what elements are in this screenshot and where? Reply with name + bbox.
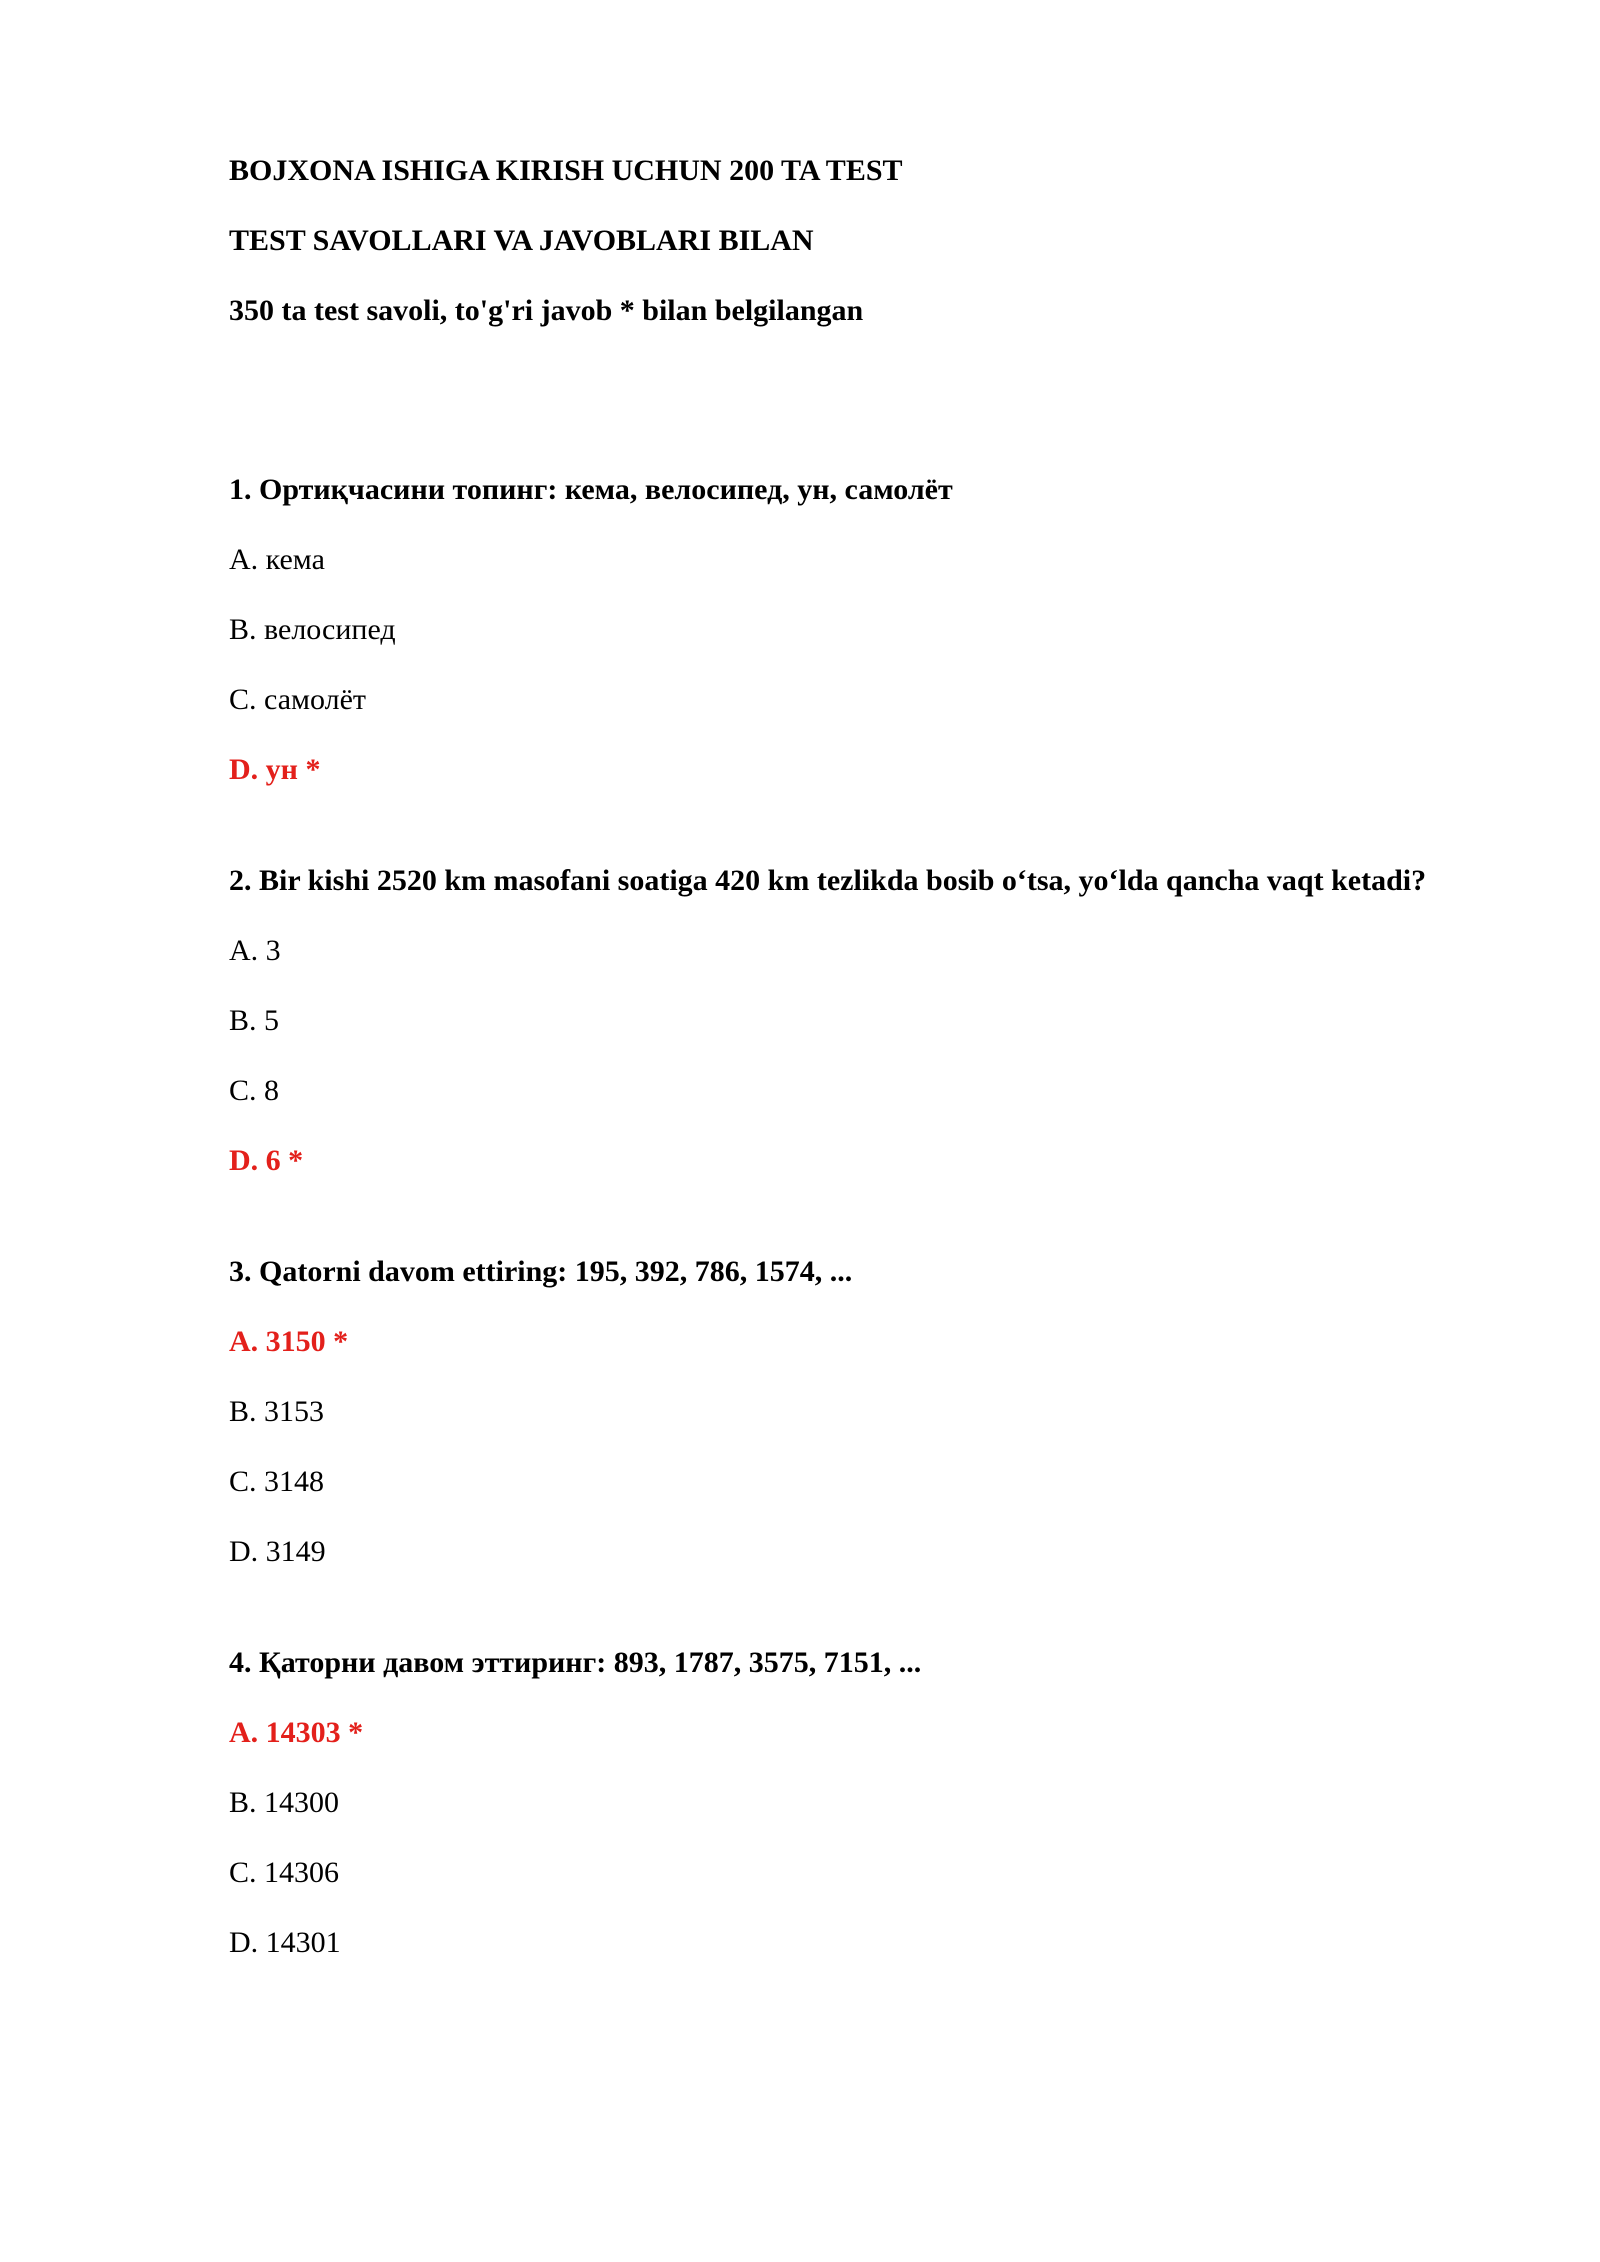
answer-option: A. 3 <box>229 934 281 967</box>
answer-option: C. самолёт <box>229 683 366 716</box>
answer-option: B. 5 <box>229 1004 280 1037</box>
answer-option: D. 14301 <box>229 1926 341 1959</box>
correct-answer-option: A. 3150 * <box>229 1325 349 1358</box>
question-block <box>229 1642 1429 1964</box>
question-text: 1. Ортиқчасини топинг: кема, велосипед, ун, самолёт <box>229 473 953 506</box>
answer-option: C. 3148 <box>229 1465 325 1498</box>
answer-option: B. 3153 <box>229 1395 325 1428</box>
answer-option: C. 8 <box>229 1074 280 1107</box>
question-block <box>229 469 1429 791</box>
document-page <box>229 150 1429 1964</box>
answer-option: A. кема <box>229 543 325 576</box>
answer-option: B. велосипед <box>229 613 396 646</box>
correct-answer-option: D. 6 * <box>229 1144 304 1177</box>
question-block <box>229 1251 1429 1573</box>
answer-option: C. 14306 <box>229 1856 340 1889</box>
correct-answer-option: D. ун * <box>229 753 321 786</box>
document-title: BOJXONA ISHIGA KIRISH UCHUN 200 TA TEST <box>229 154 903 187</box>
answer-option: B. 14300 <box>229 1786 340 1819</box>
question-block <box>229 860 1429 1182</box>
correct-answer-option: A. 14303 * <box>229 1716 364 1749</box>
document-subtitle: TEST SAVOLLARI VA JAVOBLARI BILAN <box>229 224 814 257</box>
question-text: 4. Қаторни давом эттиринг: 893, 1787, 3575, 7151, ... <box>229 1646 922 1679</box>
document-note: 350 ta test savoli, to'g'ri javob * bilan belgilangan <box>229 294 864 327</box>
question-text: 2. Bir kishi 2520 km masofani soatiga 420 km tezlikda bosib o‘tsa, yo‘lda qancha vaqt ketadi? <box>229 864 1427 897</box>
question-text: 3. Qatorni davom ettiring: 195, 392, 786, 1574, ... <box>229 1255 853 1288</box>
answer-option: D. 3149 <box>229 1535 326 1568</box>
